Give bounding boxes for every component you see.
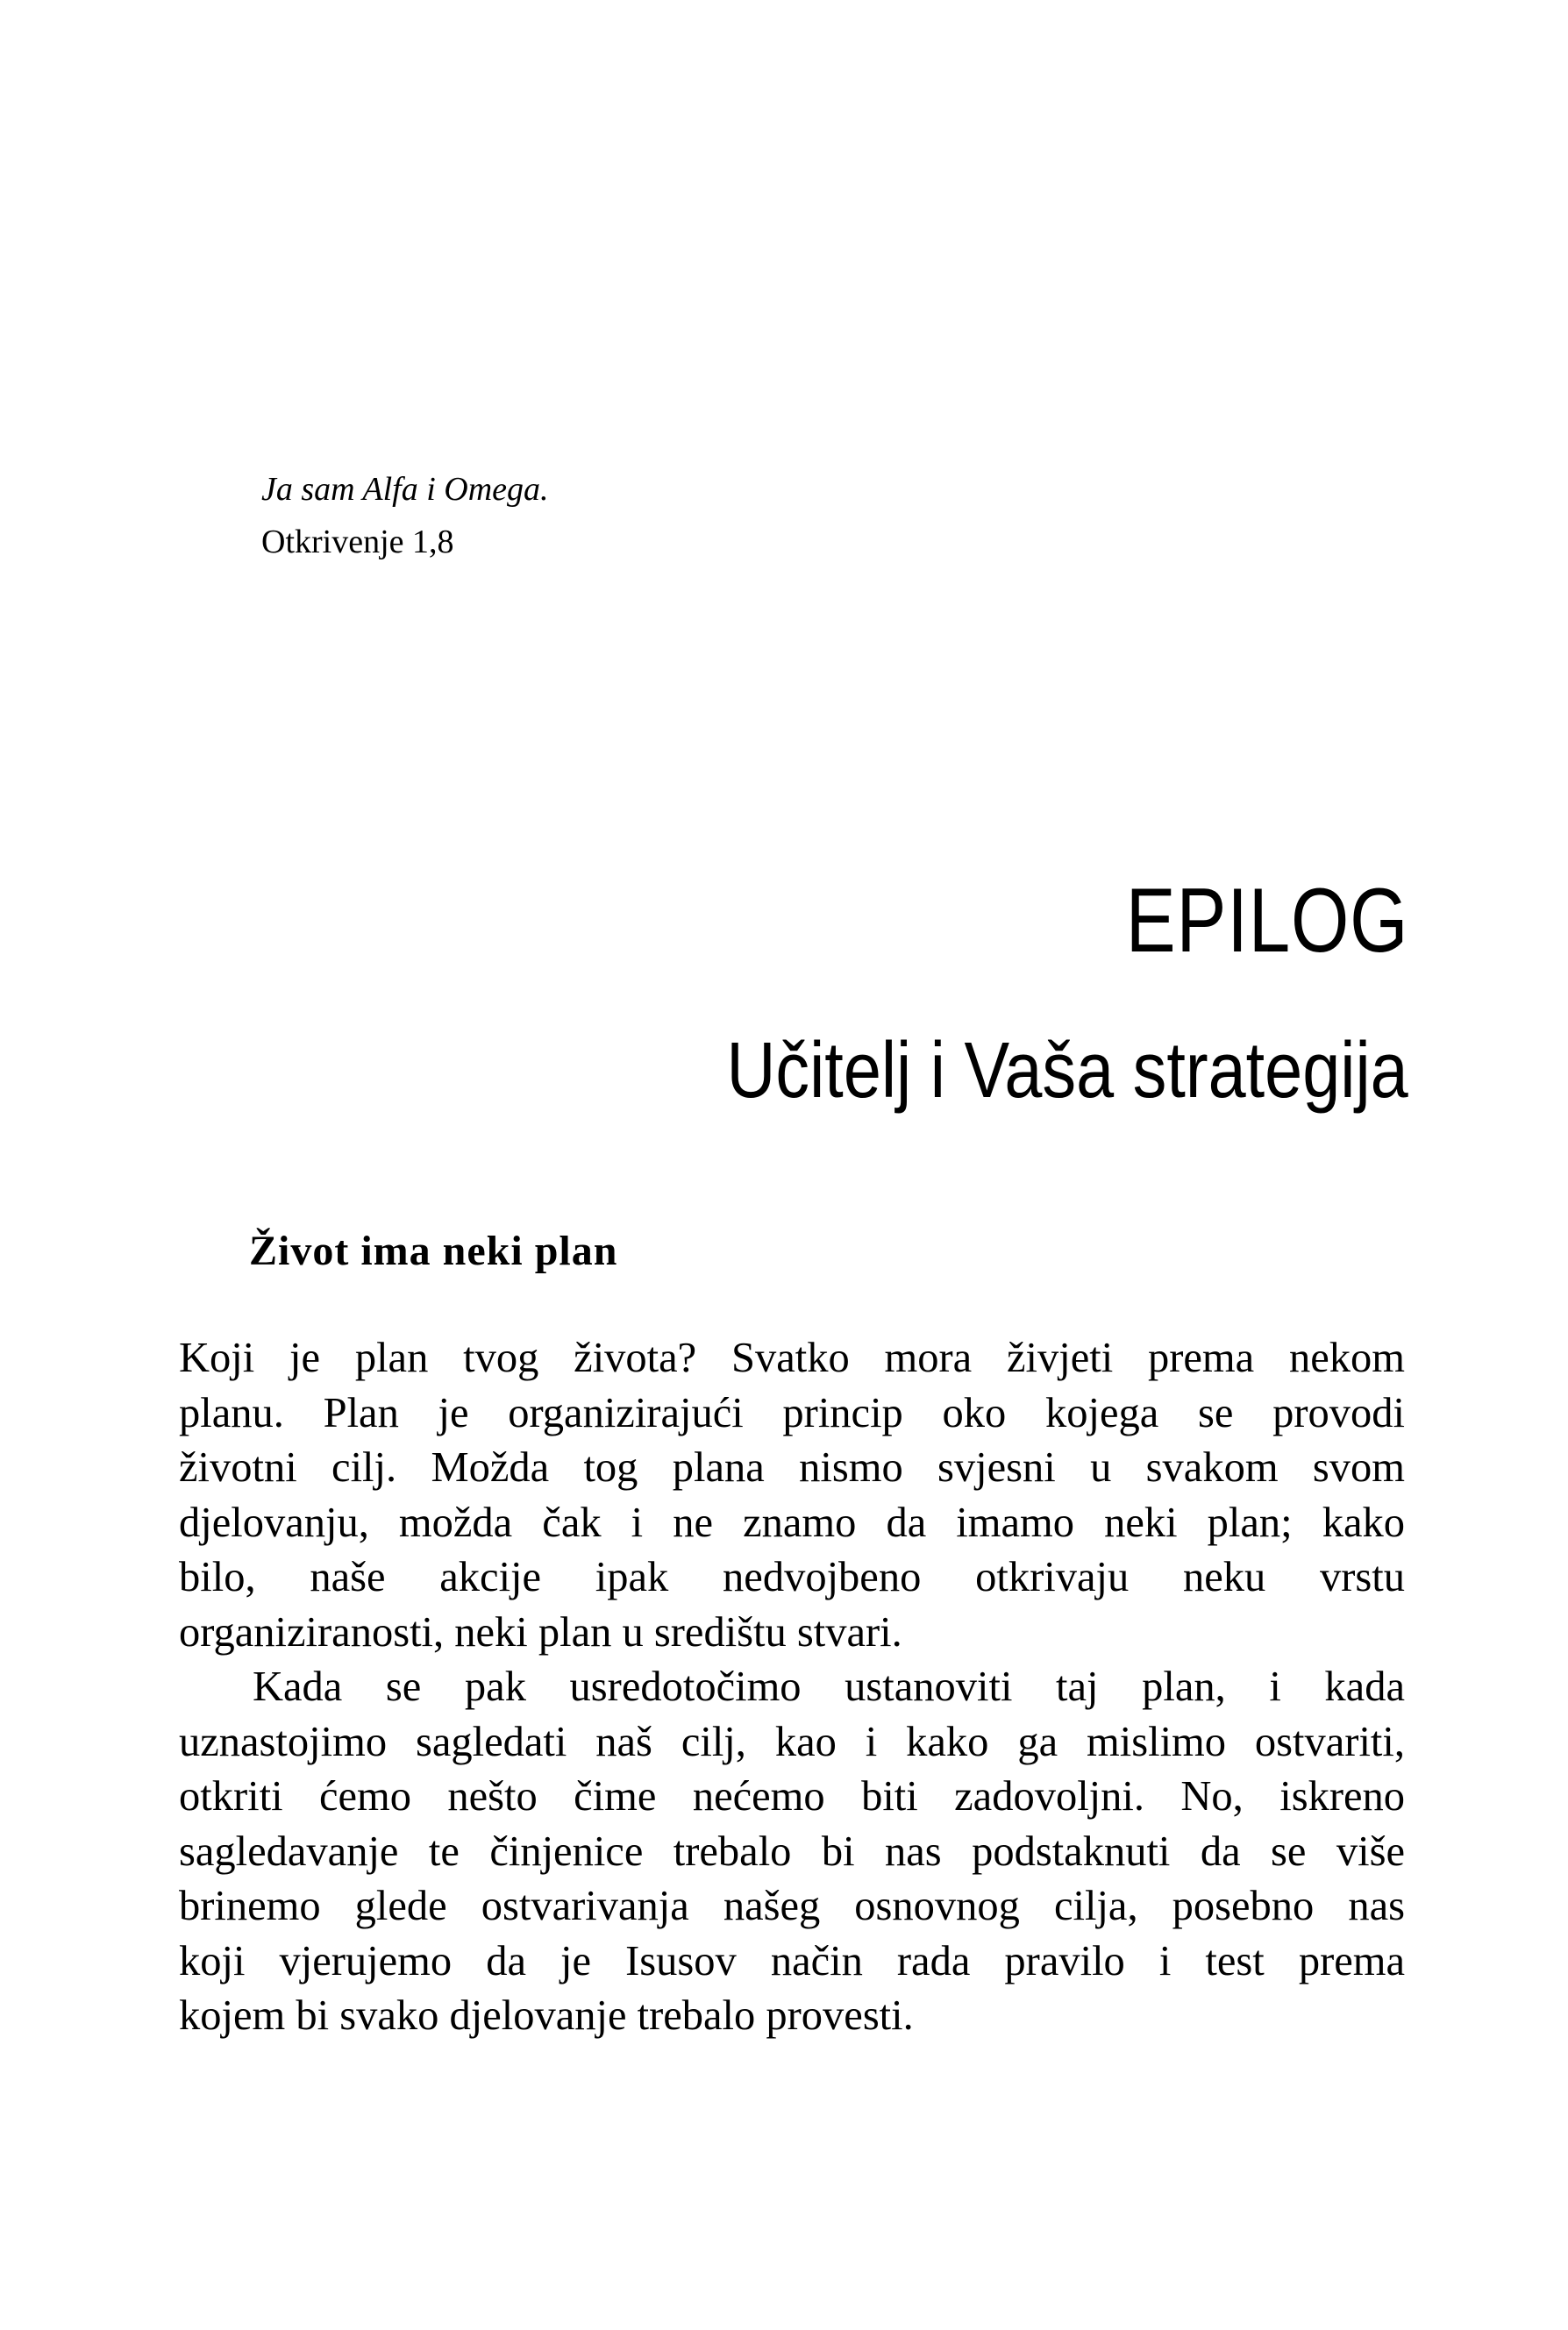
text-line: brinemo glede ostvarivanja našeg osnovnog cilja, posebno nas	[179, 1883, 1405, 1929]
text-line: uznastojimo sagledati naš cilj, kao i kako ga mislimo ostvariti,	[179, 1718, 1405, 1765]
paragraph-1	[179, 1331, 1405, 1660]
chapter-label: EPILOG	[1125, 870, 1408, 972]
text-line: planu. Plan je organizirajući princip oko kojega se provodi	[179, 1389, 1405, 1436]
text-line: Kada se pak usredotočimo ustanoviti taj plan, i kada	[253, 1664, 1405, 1710]
text-line: sagledavanje te činjenice trebalo bi nas podstaknuti da se više	[179, 1828, 1405, 1875]
text-line: djelovanju, možda čak i ne znamo da imamo neki plan; kako	[179, 1499, 1405, 1546]
body-text	[179, 1331, 1405, 2044]
epigraph-reference: Otkrivenje 1,8	[261, 524, 454, 560]
text-line: otkriti ćemo nešto čime nećemo biti zadovoljni. No, iskreno	[179, 1773, 1405, 1820]
chapter-title: Učitelj i Vaša strategija	[726, 1027, 1408, 1115]
epigraph	[261, 463, 549, 568]
text-line: organiziranosti, neki plan u središtu stvari.	[179, 1608, 902, 1656]
text-line: Koji je plan tvog života? Svatko mora živjeti prema nekom	[179, 1335, 1405, 1381]
text-line: bilo, naše akcije ipak nedvojbeno otkrivaju neku vrstu	[179, 1554, 1405, 1600]
text-line: kojem bi svako djelovanje trebalo provesti.	[179, 1992, 914, 2039]
epigraph-quote: Ja sam Alfa i Omega.	[261, 471, 549, 508]
text-line: životni cilj. Možda tog plana nismo svjesni u svakom svom	[179, 1444, 1405, 1491]
paragraph-2	[179, 1660, 1405, 2044]
text-line: koji vjerujemo da je Isusov način rada pravilo i test prema	[179, 1937, 1405, 1984]
section-heading: Život ima neki plan	[249, 1228, 618, 1274]
